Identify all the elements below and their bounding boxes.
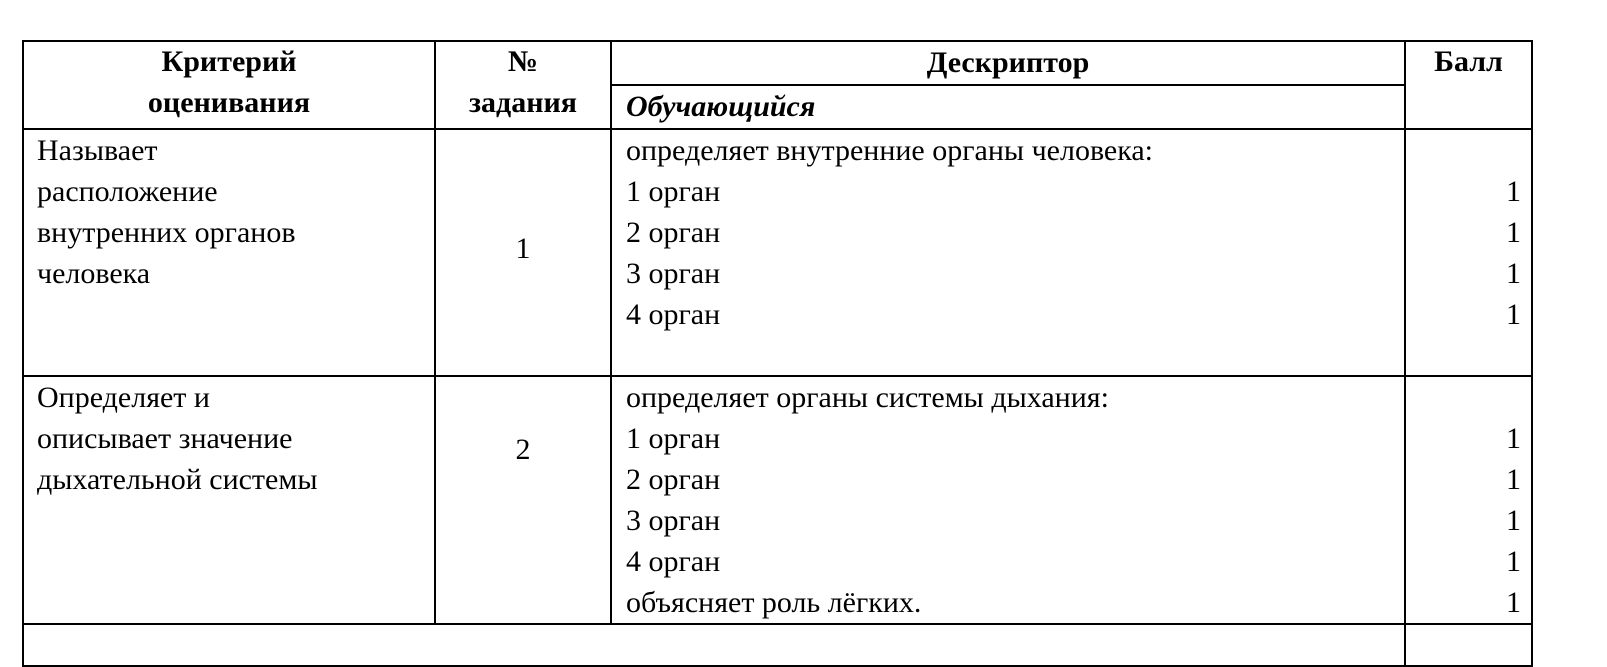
- criterion-line: внутренних органов: [37, 216, 296, 249]
- score-value: 1: [1506, 298, 1521, 331]
- table-row: [23, 376, 1532, 624]
- summary-cell: [23, 624, 1405, 666]
- table-row-partial: [23, 624, 1532, 666]
- score-value: 1: [1506, 545, 1521, 578]
- learner-subheader: Обучающийся: [611, 85, 1405, 129]
- score-cell: [1405, 376, 1532, 624]
- score-value: [1406, 377, 1521, 418]
- criterion-cell: [23, 129, 435, 376]
- score-value: 1: [1506, 586, 1521, 619]
- task-no-header-line2: задания: [468, 86, 578, 119]
- criterion-line: Определяет и: [37, 381, 210, 414]
- descriptor-line: объясняет роль лёгких.: [626, 586, 922, 619]
- score-value: 1: [1506, 504, 1521, 537]
- criterion-line: расположение: [37, 175, 218, 208]
- criterion-header: [23, 41, 435, 129]
- score-value: 1: [1506, 463, 1521, 496]
- task-no-header-line1: №: [507, 45, 539, 78]
- descriptor-line: определяет внутренние органы человека:: [626, 134, 1154, 167]
- criterion-line: Называет: [37, 134, 158, 167]
- descriptor-line: 3 орган: [626, 257, 721, 290]
- descriptor-line: 1 орган: [626, 422, 721, 455]
- table-row: [23, 129, 1532, 376]
- descriptor-line: 1 орган: [626, 175, 721, 208]
- descriptor-cell: [611, 376, 1405, 624]
- criterion-line: дыхательной системы: [37, 463, 318, 496]
- score-cell: [1405, 129, 1532, 376]
- task-number-cell: 2: [435, 376, 611, 624]
- descriptor-line: 3 орган: [626, 504, 721, 537]
- header-row-1: [23, 41, 1532, 85]
- score-value: 1: [1506, 175, 1521, 208]
- score-value: 1: [1506, 422, 1521, 455]
- descriptor-line: 4 орган: [626, 298, 721, 331]
- descriptor-line: 4 орган: [626, 545, 721, 578]
- score-value: 1: [1506, 257, 1521, 290]
- criterion-header-line1: Критерий: [161, 45, 297, 78]
- descriptor-cell: [611, 129, 1405, 376]
- task-no-header: [435, 41, 611, 129]
- assessment-table: [22, 40, 1533, 667]
- descriptor-line: 2 орган: [626, 216, 721, 249]
- summary-score-cell: [1405, 624, 1532, 666]
- criterion-line: человека: [37, 257, 151, 290]
- descriptor-line: 2 орган: [626, 463, 721, 496]
- descriptor-line: определяет органы системы дыхания:: [626, 381, 1109, 414]
- criterion-line: описывает значение: [37, 422, 293, 455]
- score-value: 1: [1506, 216, 1521, 249]
- score-value: [1406, 130, 1521, 171]
- criterion-cell: [23, 376, 435, 624]
- score-header: Балл: [1405, 41, 1532, 129]
- criterion-header-line2: оценивания: [147, 86, 311, 119]
- descriptor-header: Дескриптор: [611, 41, 1405, 85]
- task-number-cell: 1: [435, 129, 611, 376]
